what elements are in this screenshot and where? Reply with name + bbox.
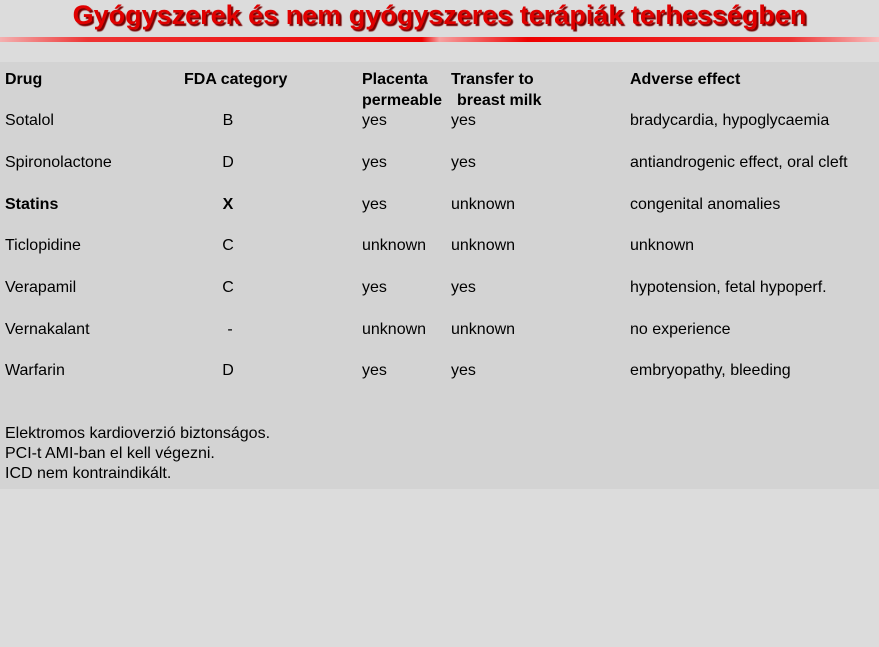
row-adverse: embryopathy, bleeding: [630, 362, 791, 379]
title-underline: [0, 37, 879, 42]
row-adverse: bradycardia, hypoglycaemia: [630, 112, 830, 129]
row-adverse: antiandrogenic effect, oral cleft: [630, 154, 848, 171]
row-placenta: yes: [362, 196, 387, 213]
row-transfer: unknown: [451, 237, 516, 254]
header-transfer-line2: breast milk: [457, 92, 542, 109]
header-placenta-permeable: [362, 69, 442, 111]
row-adverse: congenital anomalies: [630, 196, 781, 213]
row-placenta: unknown: [362, 321, 427, 338]
row-adverse: hypotension, fetal hypoperf.: [630, 279, 827, 296]
header-transfer-line1: Transfer to: [451, 71, 534, 88]
row-transfer: yes: [451, 154, 476, 171]
row-placenta: yes: [362, 154, 387, 171]
row-drug: Sotalol: [5, 112, 54, 129]
header-placenta-line1: Placenta: [362, 71, 428, 88]
row-transfer: yes: [451, 362, 476, 379]
note-icd: ICD nem kontraindikált.: [5, 465, 172, 482]
row-drug: Statins: [5, 196, 59, 213]
row-fda: C: [222, 237, 234, 254]
row-adverse: no experience: [630, 321, 731, 338]
row-transfer: yes: [451, 279, 476, 296]
row-placenta: unknown: [362, 237, 427, 254]
header-drug: Drug: [5, 71, 43, 88]
row-drug: Spironolactone: [5, 154, 112, 171]
row-drug: Warfarin: [5, 362, 65, 379]
row-placenta: yes: [362, 362, 387, 379]
slide-title: Gyógyszerek és nem gyógyszeres terápiák terhességben: [72, 0, 807, 30]
row-placenta: yes: [362, 112, 387, 129]
row-transfer: yes: [451, 112, 476, 129]
row-fda: B: [222, 112, 234, 129]
row-fda: D: [222, 154, 234, 171]
row-transfer: unknown: [451, 196, 516, 213]
header-placenta-line2: permeable: [362, 92, 443, 109]
row-fda: C: [222, 279, 234, 296]
note-pci: PCI-t AMI-ban el kell végezni.: [5, 445, 215, 462]
note-cardioversion: Elektromos kardioverzió biztonságos.: [5, 425, 271, 442]
row-fda: -: [227, 321, 233, 338]
row-fda: D: [222, 362, 234, 379]
row-drug: Verapamil: [5, 279, 77, 296]
row-fda: X: [222, 196, 234, 213]
row-drug: Vernakalant: [5, 321, 90, 338]
header-transfer-breast-milk: [451, 69, 541, 111]
header-adverse-effect: Adverse effect: [630, 71, 741, 88]
row-placenta: yes: [362, 279, 387, 296]
row-drug: Ticlopidine: [5, 237, 81, 254]
header-fda-category: FDA category: [184, 71, 288, 88]
row-adverse: unknown: [630, 237, 695, 254]
row-transfer: unknown: [451, 321, 516, 338]
